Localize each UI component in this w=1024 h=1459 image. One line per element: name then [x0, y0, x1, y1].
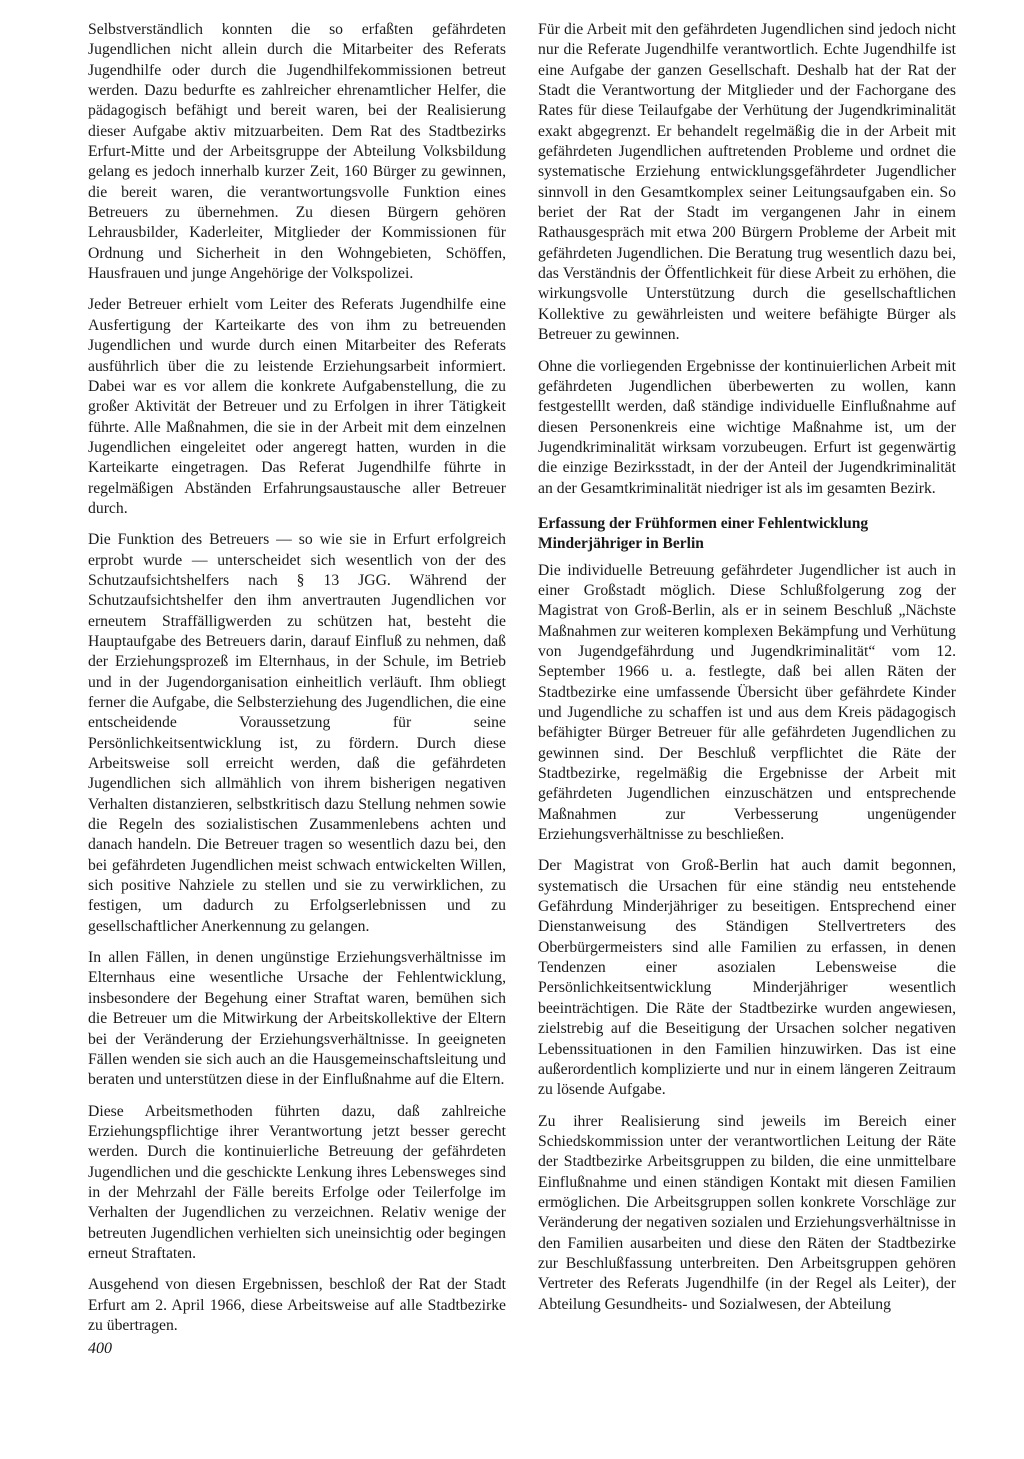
paragraph: Diese Arbeitsmethoden führten dazu, daß zahlreiche Erziehungspflichtige ihrer Verantwortung jetzt besser gerecht werden. Durch die kontinuierliche Betreuung der gefährdeten Jugendlichen und die geschickte Lenkung ihres Lebensweges sind in der Mehrzahl der Fälle bereits Erfolge oder Teilerfolge im Verhalten der Jugendlichen zu verzeichnen. Relativ wenige der betreuten Jugendlichen verhielten sich uneinsichtig oder begingen erneut Straftaten.: [88, 1102, 506, 1262]
paragraph: Ausgehend von diesen Ergebnissen, beschloß der Rat der Stadt Erfurt am 2. April 1966, diese Arbeitsweise auf alle Stadtbezirke zu übertragen.: [88, 1276, 506, 1334]
left-column: [88, 20, 506, 1347]
section-heading: Erfassung der Frühformen einer Fehlentwicklung Minderjähriger in Berlin: [538, 514, 869, 553]
paragraph: Ohne die vorliegenden Ergebnisse der kontinuierlichen Arbeit mit gefährdeten Jugendlichen überbewerten zu wollen, kann festgestelllt werden, daß ständige individuelle Einflußnahme auf diesen Personenkreis eine wichtige Maßnahme ist, um der Jugendkriminalität wirksam vorzubeugen. Erfurt ist gegenwärtig die einzige Bezirksstadt, in der der Anteil der Jugendkriminalität an der Gesamtkriminalität niedriger ist als im gesamten Bezirk.: [538, 357, 956, 497]
paragraph: Zu ihrer Realisierung sind jeweils im Bereich einer Schiedskommission unter der verantwortlichen Leitung der Räte der Stadtbezirke Arbeitsgruppen zu bilden, die eine unmittelbare Einflußnahme und einen ständigen Kontakt mit diesen Familien ermöglichen. Die Arbeitsgruppen sollen konkrete Vorschläge zur Veränderung der negativen sozialen und Erziehungsverhältnisse in den Familien ausarbeiten und diese den Räten der Stadtbezirke zur Beschlußfassung unterbreiten. Den Arbeitsgruppen gehören Vertreter des Referats Jugendhilfe (in der Regel als Leiter), der Abteilung Gesundheits- und Sozialwesen, der Abteilung: [538, 1112, 956, 1313]
paragraph: Die individuelle Betreuung gefährdeter Jugendlicher ist auch in einer Großstadt möglich. Diese Schlußfolgerung zog der Magistrat von Groß-Berlin, als er in seinem Beschluß „Nächste Maßnahmen zur weiteren komplexen Bekämpfung und Verhütung von Jugendgefährdung und Jugendkriminalität“ vom 12. September 1966 u. a. festlegte, daß bei allen Räten der Stadtbezirke eine umfassende Übersicht über gefährdete Kinder und Jugendliche zu schaffen ist und aus dem Kreis pädagogisch befähigter Bürger Betreuer für alle gefährdeten Jugendlichen zu gewinnen sind. Der Beschluß verpflichtet die Räte der Stadtbezirke, regelmäßig die Ergebnisse der Arbeit mit gefährdeten Jugendlichen einzuschätzen und entsprechende Maßnahmen zur Verbesserung ungenügender Erziehungsverhältnisse zu beschließen.: [538, 561, 956, 844]
page-number: 400: [88, 1340, 112, 1357]
paragraph: Jeder Betreuer erhielt vom Leiter des Referats Jugendhilfe eine Ausfertigung der Karteikarte des von ihm zu betreuenden Jugendlichen und wurde durch einen Mitarbeiter des Referats ausführlich über die zu leistende Erziehungsarbeit informiert. Dabei war es vor allem die konkrete Aufgabenstellung, die zu großer Aktivität der Betreuer und zu Erfolgen in ihrer Tätigkeit führte. Alle Maßnahmen, die sie in der Arbeit mit dem einzelnen Jugendlichen eingeleitet oder angeregt hatten, wurden in die Karteikarte eingetragen. Das Referat Jugendhilfe führte in regelmäßigen Abständen Erfahrungsaustausche aller Betreuer durch.: [88, 296, 506, 517]
right-column: [538, 20, 956, 1326]
paragraph: Der Magistrat von Groß-Berlin hat auch damit begonnen, systematisch die Ursachen für eine ständig neu entstehende Gefährdung Minderjähriger zu beseitigen. Entsprechend einer Dienstanweisung des Ständigen Stellvertreters des Oberbürgermeisters sind alle Familien zu erfassen, in denen Tendenzen einer asozialen Lebensweise die Persönlichkeitsentwicklung Minderjähriger wesentlich beeinträchtigen. Die Räte der Stadtbezirke wurden angewiesen, zielstrebig auf die Beseitigung der Ursachen solcher negativen Lebenssituationen in den Familien hinzuwirken. Das ist eine außerordentlich komplizierte und nur in einem längeren Zeitraum zu lösende Aufgabe.: [538, 857, 956, 1099]
paragraph: Die Funktion des Betreuers — so wie sie in Erfurt erfolgreich erprobt wurde — unterscheidet sich wesentlich von der des Schutzaufsichtshelfers nach § 13 JGG. Während der Schutzaufsichtshelfer den ihm anvertrauten Jugendlichen vor erneutem Straffälligwerden zu schützen hat, besteht die Hauptaufgabe des Betreuers darin, darauf Einfluß zu nehmen, daß der Erziehungsprozeß im Elternhaus, in der Schule, im Betrieb und in der Jugendorganisation einheitlich verläuft. Ihm obliegt ferner die Aufgabe, die Selbsterziehung des Jugendlichen, die eine entscheidende Voraussetzung für seine Persönlichkeitsentwicklung ist, zu fördern. Durch diese Arbeitsweise soll erreicht werden, daß die gefährdeten Jugendlichen sich allmählich von ihrem bisherigen negativen Verhalten distanzieren, selbstkritisch dazu Stellung nehmen sowie die Regeln des sozialistischen Zusammenlebens achten und danach handeln. Die Betreuer tragen so wesentlich dazu bei, den bei gefährdeten Jugendlichen meist schwach entwickelten Willen, sich positive Nahziele zu stellen und sie zu verwirklichen, zu festigen, um dadurch zu Erfolgserlebnissen und zu gesellschaftlicher Anerkennung zu gelangen.: [88, 531, 506, 935]
paragraph: Für die Arbeit mit den gefährdeten Jugendlichen sind jedoch nicht nur die Referate Jugendhilfe verantwortlich. Echte Jugendhilfe ist eine Aufgabe der ganzen Gesellschaft. Deshalb hat der Rat der Stadt die Verantwortung der Mitglieder und der Fachorgane des Rates für diese Teilaufgabe der Verhütung der Jugendkriminalität exakt abgegrenzt. Er behandelt regelmäßig die in der Arbeit mit gefährdeten Jugendlichen auftretenden Probleme und ordnet die systematische Erziehung entwicklungsgefährdeter Jugendlicher sinnvoll in den Gesamtkomplex seiner Leitungsaufgaben ein. So beriet der Rat der Stadt im vergangenen Jahr in einem Rathausgespräch mit etwa 200 Bürgern Probleme der Arbeit mit gefährdeten Jugendlichen. Die Beratung trug wesentlich dazu bei, das Verständnis der Öffentlichkeit für diese Arbeit zu erhöhen, die wirkungsvolle Unterstützung durch die gesellschaftlichen Kollektive zu gewährleisten und weitere befähigte Bürger als Betreuer zu gewinnen.: [538, 21, 956, 344]
paragraph: Selbstverständlich konnten die so erfaßten gefährdeten Jugendlichen nicht allein durch die Mitarbeiter des Referats Jugendhilfe oder durch die Jugendhilfekommissionen betreut werden. Dazu bedurfte es zahlreicher ehrenamtlicher Helfer, die pädagogisch befähigt und bereit waren, bei der Realisierung dieser Aufgabe aktiv mitzuarbeiten. Dem Rat des Stadtbezirks Erfurt-Mitte und der Arbeitsgruppe der Abteilung Volksbildung gelang es jedoch innerhalb kurzer Zeit, 160 Bürger zu gewinnen, die bereit waren, die verantwortungsvolle Funktion eines Betreuers zu übernehmen. Zu diesen Bürgern gehören Lehrausbilder, Kaderleiter, Mitglieder der Kommissionen für Ordnung und Sicherheit in den Wohngebieten, Schöffen, Hausfrauen und junge Angehörige der Volkspolizei.: [88, 21, 506, 283]
paragraph: In allen Fällen, in denen ungünstige Erziehungsverhältnisse im Elternhaus eine wesentliche Ursache der Fehlentwicklung, insbesondere der Begehung einer Straftat waren, bemühen sich die Betreuer um die Mitwirkung der Arbeitskollektive der Eltern bei der Veränderung der Erziehungsverhältnisse. In geeigneten Fällen wenden sie sich auch an die Hausgemeinschaftsleitung und beraten und unterstützen diese in der Einflußnahme auf die Eltern.: [88, 949, 506, 1089]
